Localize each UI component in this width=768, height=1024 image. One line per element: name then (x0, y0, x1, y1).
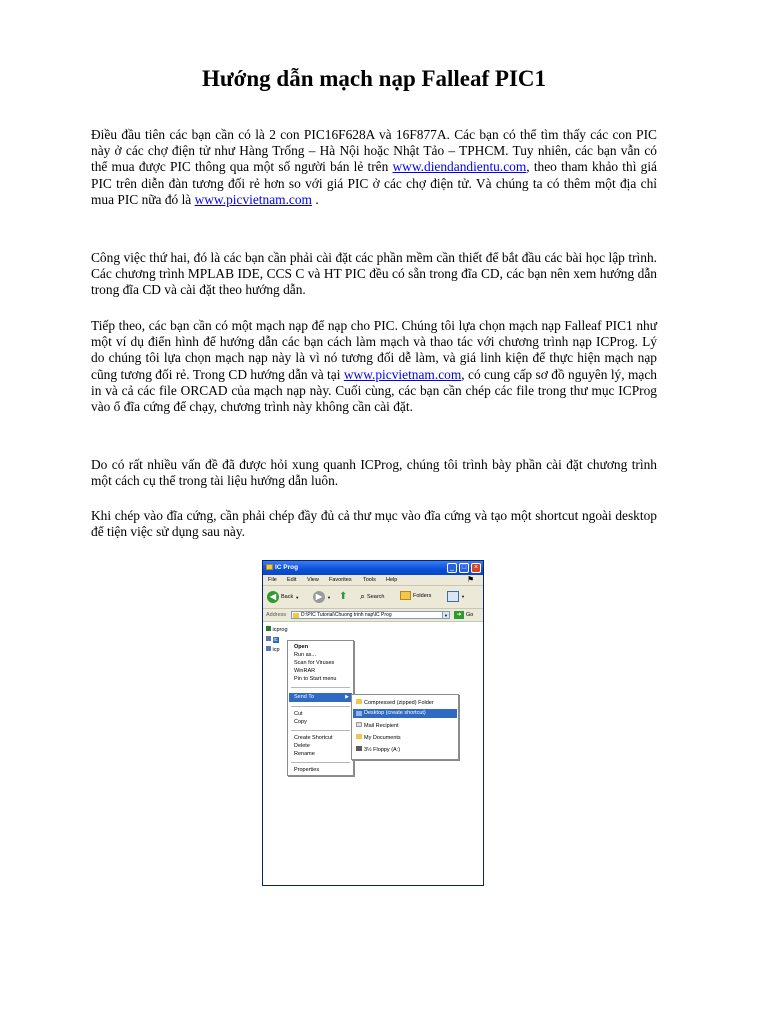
ctx-run-as[interactable]: Run as... (294, 652, 317, 658)
file-icon (266, 646, 271, 651)
window-titlebar (263, 561, 483, 575)
floppy-icon (356, 746, 362, 751)
file-item[interactable] (266, 636, 279, 643)
link-diendandientu[interactable]: www.diendandientu.com (392, 159, 527, 175)
chevron-down-icon: ▼ (295, 594, 300, 600)
maximize-icon[interactable]: □ (459, 563, 469, 573)
window-title: IC Prog (275, 564, 299, 571)
file-name: icprog (272, 627, 288, 633)
ctx-cut[interactable]: Cut (294, 711, 303, 717)
back-arrow-icon: ◀ (267, 591, 279, 603)
link-picvietnam-2[interactable]: www.picvietnam.com (343, 366, 462, 382)
file-name: icp (272, 647, 280, 653)
submenu-label: Compressed (zipped) Folder (364, 700, 434, 706)
explorer-screenshot (262, 560, 484, 886)
search-button[interactable] (360, 591, 384, 602)
link-picvietnam-1[interactable]: www.picvietnam.com (194, 191, 312, 207)
ctx-rename[interactable]: Rename (294, 751, 315, 757)
file-name: ic (273, 637, 278, 643)
ctx-send-to-label: Send To (294, 694, 315, 700)
ctx-delete[interactable]: Delete (294, 743, 310, 749)
menu-view[interactable]: View (307, 577, 319, 583)
submenu-compressed-folder[interactable] (356, 699, 434, 706)
menu-tools[interactable]: Tools (363, 577, 376, 583)
menu-favorites[interactable]: Favorites (329, 577, 352, 583)
ctx-copy[interactable]: Copy (294, 719, 307, 725)
menu-divider (291, 730, 350, 731)
views-button[interactable] (447, 591, 465, 602)
ctx-pin-start[interactable]: Pin to Start menu (294, 676, 337, 682)
folders-icon (400, 591, 411, 600)
mail-icon (356, 722, 362, 727)
context-menu (287, 640, 354, 776)
address-label: Address (266, 612, 287, 618)
paragraph-3-text-b: , có cung cấp sơ đồ nguyên lý, mạch in và cả các file ORCAD của mạch nạp này. Cuối cùng, các bạn cần chép các file trong thư mục ICProg vào ổ đĩa cứng để chạy, chương trình này không cần cài đặt. (91, 366, 658, 415)
close-icon[interactable]: × (471, 563, 481, 573)
file-icon (266, 636, 271, 641)
paragraph-1 (91, 127, 657, 208)
folders-label: Folders (413, 592, 432, 599)
ctx-send-to[interactable] (289, 693, 352, 702)
up-folder-button[interactable] (339, 591, 347, 602)
search-label: Search (367, 593, 385, 600)
send-to-submenu (351, 694, 459, 760)
chevron-down-icon: ▼ (461, 594, 465, 599)
back-label: Back (281, 594, 294, 600)
ctx-open[interactable]: Open (294, 644, 309, 650)
zip-folder-icon (356, 699, 362, 704)
submenu-desktop[interactable] (353, 709, 457, 718)
forward-arrow-icon: ▶ (313, 591, 325, 603)
submenu-floppy[interactable] (356, 746, 400, 753)
paragraph-1-text-c: . (311, 191, 319, 207)
menu-help[interactable]: Help (386, 577, 398, 583)
menu-bar (263, 575, 483, 586)
paragraph-3-text-a: Tiếp theo, các bạn cần có một mạch nạp để nạp cho PIC. Chúng tôi lựa chọn mạch nạp Falleaf PIC1 như một ví dụ điển hình để hướng dẫn các bạn cách làm mạch và thao tác với chương trình nạp ICProg. Lý do chúng tôi lựa chọn mạch nạp này là vì nó tương đối dễ làm, và giá linh kiện để thực hiện mạch nạp cũng tương đối rẻ. Trong CD hướng dẫn và tại (91, 318, 657, 382)
ctx-properties[interactable]: Properties (294, 767, 320, 773)
chevron-down-icon: ▼ (327, 594, 331, 600)
chevron-right-icon: ▶ (345, 694, 349, 700)
submenu-my-documents[interactable] (356, 734, 401, 741)
paragraph-5: Khi chép vào đĩa cứng, cần phải chép đầy đủ cả thư mục vào đĩa cứng và tạo một shortcut ngoài desktop để tiện việc sử dụng sau này. (91, 508, 657, 540)
paragraph-4: Do có rất nhiều vấn đề đã được hỏi xung quanh ICProg, chúng tôi trình bày phần cài đặt chương trình một cách cụ thể trong tài liệu hướng dẫn luôn. (91, 457, 657, 489)
address-value: D:\PIC Tutorial\Chuong trinh nap\IC Prog (301, 612, 392, 618)
forward-button[interactable] (313, 591, 331, 603)
desktop-icon (356, 711, 362, 716)
program-icon (266, 626, 271, 631)
documents-folder-icon (356, 734, 362, 739)
minimize-icon[interactable]: _ (447, 563, 457, 573)
menu-divider (291, 762, 350, 763)
menu-divider (291, 706, 350, 707)
folder-icon (266, 564, 273, 570)
file-item[interactable] (266, 626, 288, 633)
search-icon: ⌕ (360, 591, 366, 601)
folders-button[interactable] (400, 591, 431, 600)
address-bar (263, 609, 483, 622)
paragraph-3 (91, 318, 657, 415)
submenu-label: My Documents (364, 735, 401, 741)
submenu-mail-recipient[interactable] (356, 722, 399, 729)
ctx-winrar[interactable]: WinRAR (294, 668, 316, 674)
paragraph-2: Công việc thứ hai, đó là các bạn cần phải cài đặt các phần mềm cần thiết để bắt đầu các bài học lập trình. Các chương trình MPLAB IDE, CCS C và HT PIC đều có sẵn trong đĩa CD, các bạn nên xem hướng dẫn trong đĩa CD và cài đặt theo hướng dẫn. (91, 250, 657, 298)
address-input[interactable] (291, 611, 449, 619)
address-dropdown-icon[interactable]: ▼ (442, 611, 450, 619)
document-title: Hướng dẫn mạch nạp Falleaf PIC1 (201, 66, 547, 91)
folder-icon (293, 613, 299, 618)
submenu-label: Mail Recipient (364, 723, 399, 729)
menu-divider (291, 687, 350, 688)
ctx-scan-viruses[interactable]: Scan for Viruses (294, 660, 335, 666)
up-folder-icon: ⬆ (339, 591, 348, 602)
file-item[interactable] (266, 646, 280, 653)
toolbar (263, 586, 483, 609)
menu-edit[interactable]: Edit (287, 577, 297, 583)
submenu-label: Desktop (create shortcut) (364, 710, 426, 716)
go-label[interactable]: Go (466, 612, 474, 618)
windows-flag-icon: ⚑ (467, 575, 475, 584)
views-icon (447, 591, 459, 602)
go-arrow-icon[interactable]: ➜ (454, 611, 464, 619)
paragraph-1-text-a: Điều đầu tiên các bạn cần có là 2 con PIC16F628A và 16F877A. Các bạn có thể tìm thấy các con PIC này ở các chợ điện tử như Hàng Trống – Hà Nội hoặc Nhật Tảo – TPHCM. Tuy nhiên, các bạn vẫn có thể mua được PIC thông qua một số người bán lẻ trên (91, 127, 657, 175)
ctx-create-shortcut[interactable]: Create Shortcut (294, 735, 333, 741)
file-list (263, 622, 483, 885)
back-button[interactable] (267, 591, 299, 603)
paragraph-1-text-b: , theo tham khảo thì giá PIC trên diễn đàn tương đối rẻ hơn so với giá PIC ở các chợ điện tử. Và chúng ta có thêm một địa chỉ mua PIC nữa đó là (91, 159, 657, 207)
menu-file[interactable]: File (268, 577, 277, 583)
submenu-label: 3½ Floppy (A:) (364, 747, 401, 753)
